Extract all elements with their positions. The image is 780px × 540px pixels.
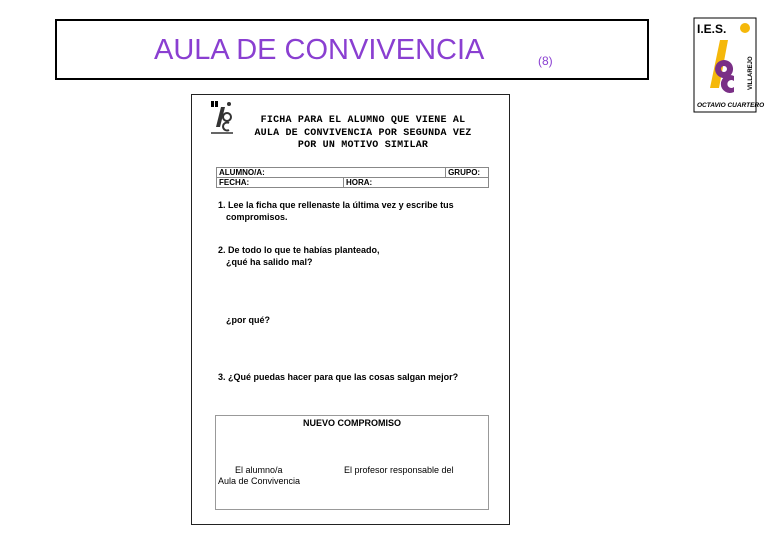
- slide-number: (8): [538, 54, 553, 68]
- mini-logo-icon: [211, 101, 233, 135]
- document-title-line: FICHA PARA EL ALUMNO QUE VIENE AL: [260, 115, 466, 126]
- field-grupo-label: GRUPO:: [446, 168, 489, 178]
- document-title-line: AULA DE CONVIVENCIA POR SEGUNDA VEZ: [254, 127, 472, 139]
- question-2-line: 2. De todo lo que te habías planteado,: [218, 245, 380, 255]
- question-1-line: 1. Lee la ficha que rellenaste la última vez y escribe tus: [218, 200, 454, 210]
- question-1: [218, 199, 454, 223]
- logo-dot-icon: [740, 23, 750, 33]
- signature-student-label: El alumno/a: [235, 465, 283, 475]
- school-logo: [694, 18, 765, 112]
- question-2b: ¿por qué?: [226, 315, 270, 325]
- logo-bottom-text: OCTAVIO CUARTERO: [697, 102, 765, 109]
- student-info-table: [216, 167, 489, 188]
- question-2: [218, 244, 380, 268]
- document-page: [191, 94, 510, 525]
- signature-aula-label: Aula de Convivencia: [218, 476, 301, 486]
- field-fecha-label: FECHA:: [217, 178, 344, 188]
- slide-title: AULA DE CONVIVENCIA: [154, 34, 485, 66]
- document-title-line: POR UN MOTIVO SIMILAR: [297, 140, 429, 151]
- compromiso-title: NUEVO COMPROMISO: [302, 418, 401, 428]
- field-hora-label: HORA:: [344, 178, 489, 188]
- logo-top-text: I.E.S.: [697, 22, 727, 36]
- signature-teacher-label: El profesor responsable del: [344, 465, 454, 475]
- question-1-line: compromisos.: [226, 212, 288, 222]
- field-alumno-label: ALUMNO/A:: [217, 168, 446, 178]
- compromiso-box: [215, 415, 489, 510]
- question-3: 3. ¿Qué puedas hacer para que las cosas salgan mejor?: [218, 372, 459, 382]
- document-title: [238, 115, 488, 153]
- question-2-line: ¿qué ha salido mal?: [226, 257, 313, 267]
- logo-side-text: VILLAREJO: [748, 56, 754, 90]
